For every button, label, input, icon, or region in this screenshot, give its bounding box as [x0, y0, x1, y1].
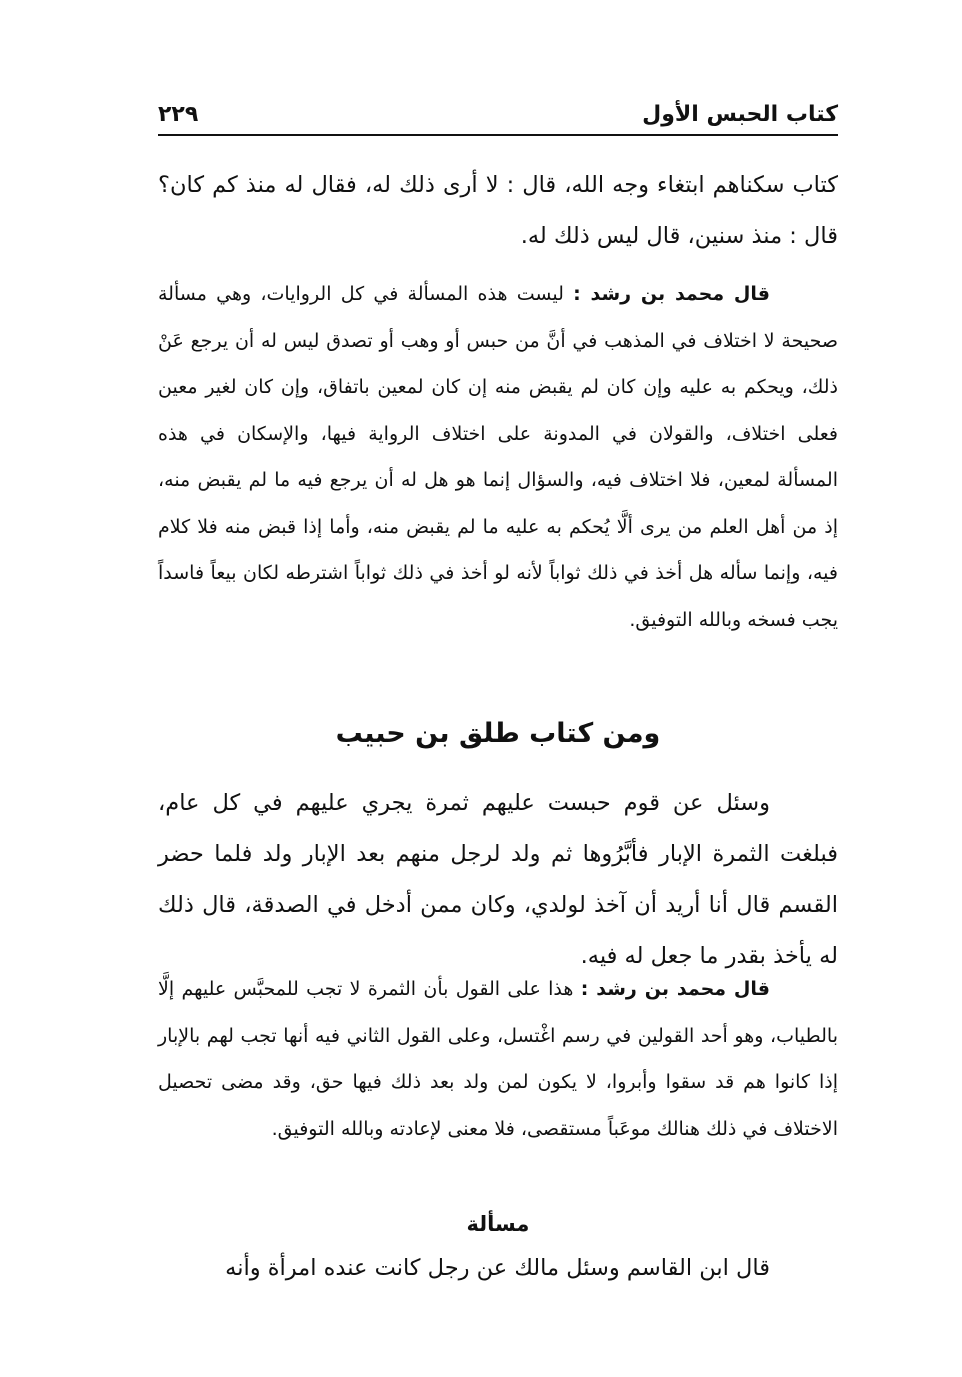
paragraph-3-text: وسئل عن قوم حبست عليهم ثمرة يجري عليهم في كل عام، فبلغت الثمرة الإبار فأبَّرُوها ثم ولد لرجل منهم بعد الإبار ولد فلما حضر القسم قال أنا أريد أن آخذ لولدي، وكان ممن أدخل في الصدقة، قال ذلك له يأخذ بقدر ما جعل له فيه. — [158, 790, 838, 969]
paragraph-2 — [158, 271, 838, 643]
paragraph-4 — [158, 966, 838, 1152]
paragraph-5 — [158, 1243, 838, 1294]
paragraph-1 — [158, 160, 838, 262]
issue-heading: مسألة — [466, 1212, 530, 1236]
running-header — [158, 100, 838, 136]
running-title: كتاب الحبس الأول — [642, 102, 838, 127]
paragraph-5-text: قال ابن القاسم وسئل مالك عن رجل كانت عنده امرأة وأنه — [225, 1255, 770, 1281]
section-heading: ومن كتاب طلق بن حبيب — [335, 718, 661, 749]
paragraph-2-text: ليست هذه المسألة في كل الروايات، وهي مسألة صحيحة لا اختلاف في المذهب في أنَّ من حبس أو وهب أو تصدق ليس له أن يرجع عَنْ ذلك، ويحكم به عليه وإن كان لم يقبض منه إن كان لمعين باتفاق، وإن كان لغير معين فعلى اختلاف، والقولان في المدونة على اختلاف الرواية فيها، والإسكان في هذه المسألة لمعين، فلا اختلاف فيه، والسؤال إنما هو هل له أن يرجع فيه ما لم يقبض منه، إذ من أهل العلم من يرى ألَّا يُحكم به عليه ما لم يقبض منه، وأما إذا قبض منه فلا كلام فيه، وإنما سأله هل أخذ في ذلك ثواباً لأنه لو أخذ في ذلك ثواباً اشترطه لكان بيعاً فاسداً يجب فسخه وبالله التوفيق. — [158, 283, 838, 631]
header-rule — [158, 134, 838, 136]
paragraph-1-text: كتاب سكناهم ابتغاء وجه الله، قال : لا أرى ذلك له، فقال له منذ كم كان؟ قال : منذ سنين، قال ليس ذلك له. — [158, 172, 838, 249]
paragraph-3 — [158, 778, 838, 982]
paragraph-4-text: هذا على القول بأن الثمرة لا تجب للمحبَّس عليهم إلَّا بالطياب، وهو أحد القولين في رسم اغْتسل، وعلى القول الثاني فيه أنها تجب لهم بالإبار إذا كانوا هم قد سقوا وأبروا، لا يكون لمن ولد بعد ذلك فيها حق، وقد مضى تحصيل الاختلاف في ذلك هنالك موعَباً مستقصى، فلا معنى لإعادته وبالله التوفيق. — [158, 978, 838, 1140]
page-number: ٢٢٩ — [158, 102, 199, 127]
speaker-label: قال محمد بن رشد : — [580, 978, 770, 1000]
speaker-label: قال محمد بن رشد : — [573, 283, 770, 305]
